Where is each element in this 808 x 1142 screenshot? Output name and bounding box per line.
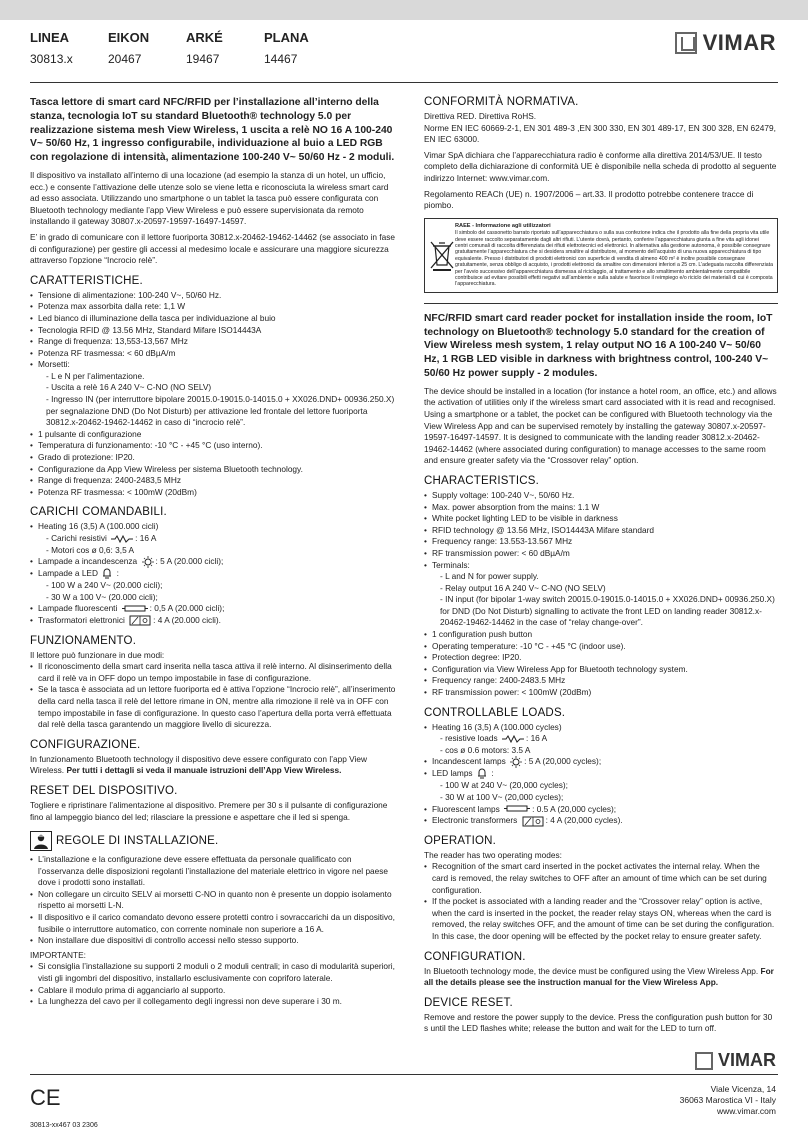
list-item: - 100 W a 240 V~ (20.000 cicli);: [46, 580, 163, 591]
en-operation-list: [424, 861, 778, 942]
series-plana: PLANA 14467: [264, 30, 309, 66]
resistor-icon: [502, 735, 524, 743]
list-item: • Range di frequenza: 13,553-13,567 MHz: [30, 336, 398, 348]
list-item: - Relay output 16 A 240 V~ C-NO (NO SELV): [440, 582, 606, 593]
en-operation-intro: The reader has two operating modes:: [424, 849, 562, 860]
it-loads-list: [30, 521, 398, 533]
led-lamp-icon: [102, 568, 112, 580]
list-item: • RFID technology @ 13.56 MHz, ISO14443A Mifare standard: [424, 525, 778, 537]
it-reset-heading: RESET DEL DISPOSITIVO.: [30, 784, 178, 797]
it-features-list-2: [30, 429, 398, 499]
top-grey-band: [0, 0, 808, 20]
en-loads-sub: [424, 733, 778, 756]
list-item: - L e N per l’alimentazione.: [46, 370, 145, 381]
en-terminals-list: [424, 571, 778, 629]
it-important-label: IMPORTANTE:: [30, 949, 86, 960]
resistor-icon: [111, 535, 133, 543]
right-column: [424, 96, 778, 1035]
list-item: • Configuration via View Wireless App for Bluetooth technology system.: [424, 664, 778, 676]
list-item: • Protection degree: IP20.: [424, 652, 778, 664]
list-item: • Lampade a incandescenza : 5 A (20.000 cicli);: [30, 556, 398, 568]
it-operation-intro: Il lettore può funzionare in due modi:: [30, 649, 165, 660]
conformity-directives: Direttiva RED. Direttiva RoHS.: [424, 111, 537, 121]
en-loads-list: [424, 722, 778, 734]
en-loads-heading: CONTROLLABLE LOADS.: [424, 706, 566, 719]
list-item: • Potenza max assorbita dalla rete: 1,1 W: [30, 301, 398, 313]
en-features-list-2: [424, 629, 778, 699]
series-linea: LINEA 30813.x: [30, 30, 73, 66]
svg-text:CE: CE: [30, 1086, 61, 1108]
it-important-list: [30, 961, 398, 1007]
crossed-bin-icon: [429, 239, 455, 271]
it-config-text: In funzionamento Bluetooth technology il dispositivo deve essere configurato con l’app View Wireless. Per tutti i dettagli si veda il manuale istruzioni dell’App View Wireless.: [30, 753, 368, 776]
list-item: - 100 W at 240 V~ (20,000 cycles);: [440, 780, 568, 791]
list-item: • Lampade a LED :: [30, 568, 398, 580]
footer-divider: [30, 1074, 778, 1075]
it-loads-list-2: [30, 556, 398, 580]
it-led-sub: [30, 580, 398, 603]
list-item: • Frequency range: 2400-2483.5 MHz: [424, 675, 778, 687]
en-reset-heading: DEVICE RESET.: [424, 996, 513, 1009]
it-features-heading: CARATTERISTICHE.: [30, 274, 143, 287]
section-divider: [424, 303, 778, 304]
conformity-reach: Regolamento REACh (UE) n. 1907/2006 – art.33. Il prodotto potrebbe contenere tracce di piombo.: [424, 188, 754, 211]
list-item: • Frequency range: 13.553-13.567 MHz: [424, 536, 778, 548]
en-features-list: [424, 490, 778, 571]
list-item: - Uscita a relè 16 A 240 V~ C-NO (NO SELV): [46, 382, 212, 393]
list-item: • 1 configuration push button: [424, 629, 778, 641]
list-item: • Heating 16 (3,5) A (100.000 cicli): [30, 521, 398, 533]
ce-mark: [30, 1086, 62, 1113]
list-item: • If the pocket is associated with a landing reader and the “Crossover relay” option is active, when the card is inserted in the pocket, the reader relay stays ON, whereas when the card is removed, the relay switches OFF, and the amount of time can be set during the configuration. In this case, the door opening will be effected by the pocket relay to ensure greater safety.: [424, 896, 778, 942]
en-features-heading: CHARACTERISTICS.: [424, 474, 540, 487]
en-reset-text: Remove and restore the power supply to the device. Press the configuration push button for 30 s until the LED flashes white; release the button and wait for the LED to turn off.: [424, 1011, 773, 1034]
list-item: • RF transmission power: < 100mW (20dBm): [424, 687, 778, 699]
it-loads-heading: CARICHI COMANDABILI.: [30, 506, 167, 519]
list-item: • L’installazione e la configurazione deve essere effettuata da personale qualificato con l’osservanza delle disposizioni regolanti l’installazione del materiale elettrico in vigore nel paese dove i prodotti sono installati.: [30, 854, 398, 889]
it-loads-sub: [30, 533, 398, 556]
list-item: • White pocket lighting LED to be visible in darkness: [424, 513, 778, 525]
series-eikon: EIKON 20467: [108, 30, 150, 66]
series-arke: ARKÉ 19467: [186, 30, 223, 66]
conformity-declaration: Vimar SpA dichiara che l’apparecchiatura radio è conforme alla direttiva 2014/53/UE. Il testo completo della dichiarazione di conformità UE è disponibile nella scheda di prodotto al seguente indirizzo Internet: www.vimar.com.: [424, 149, 777, 183]
it-lead: Tasca lettore di smart card NFC/RFID per l’installazione all’interno della stanza, tecnologia IoT su standard Bluetooth® technology 5.0 per realizzazione sistema mesh View Wireless, 1 uscita a relè NO 16 A 100-240 V~ 50/60 Hz, 1 ingresso configurabile, individuazione al buio a LED RGB con regolazione di intensità, alimentazione 100-240 V~ 50/60 Hz - 2 moduli.: [30, 97, 395, 164]
list-item: • RF transmission power: < 60 dBµA/m: [424, 548, 778, 560]
series-header: [30, 30, 342, 68]
en-config-text: In Bluetooth technology mode, the device must be configured using the View Wireless App. For all the details please see the instruction manual for the View Wireless App.: [424, 965, 774, 988]
list-item: • Il dispositivo e il carico comandato devono essere protetti contro i sovraccarichi da un dispositivo, fusibile o interruttore automatico, con corrente nominale non superiore a 16 A.: [30, 912, 398, 935]
it-install-list: [30, 854, 398, 947]
list-item: • Cablare il modulo prima di agganciarlo al supporto.: [30, 985, 398, 997]
list-item: • Se la tasca è associata ad un lettore fuoriporta ed è attiva l’opzione “Incrocio relè”, all’inserimento della card nella tasca il relè del lettore rimane in ON, mentre alla rimozione il relè va in OFF con tempo impostabile in fase di configurazione. In questo caso l’apertura della porta verrà effettuata dal relè della tasca garantendo un maggiore livello di sicurezza.: [30, 684, 398, 730]
installer-icon: [30, 831, 52, 851]
incandescent-lamp-icon: [510, 756, 522, 768]
list-item: • Trasformatori elettronici : 4 A (20.000 cicli).: [30, 615, 398, 627]
header-divider: [30, 82, 778, 83]
vimar-logo-icon: [695, 1052, 713, 1070]
list-item: - resistive loads : 16 A: [440, 733, 548, 744]
list-item: • Incandescent lamps : 5 A (20,000 cycles);: [424, 756, 778, 768]
list-item: • Electronic transformers : 4 A (20,000 cycles).: [424, 815, 778, 827]
en-operation-heading: OPERATION.: [424, 834, 497, 847]
it-loads-list-3: [30, 603, 398, 626]
list-item: • Heating 16 (3,5) A (100.000 cycles): [424, 722, 778, 734]
list-item: • Grado di protezione: IP20.: [30, 452, 398, 464]
incandescent-lamp-icon: [142, 556, 154, 568]
en-led-sub: [424, 780, 778, 803]
en-loads-list-2: [424, 756, 778, 780]
company-address: Viale Vicenza, 14 36063 Marostica VI - Italy www.vimar.com: [679, 1084, 776, 1116]
it-reset-text: Togliere e ripristinare l’alimentazione al dispositivo. Premere per 30 s il pulsante di configurazione fino al lampeggio bianco del led; rilasciare la pressione e aspettare che il led si spenga.: [30, 799, 388, 822]
list-item: • Potenza RF trasmessa: < 60 dBµA/m: [30, 348, 398, 360]
list-item: • Led bianco di illuminazione della tasca per individuazione al buio: [30, 313, 398, 325]
italian-column: [30, 96, 398, 1008]
it-operation-list: [30, 661, 398, 731]
list-item: • Lampade fluorescenti : 0,5 A (20.000 cicli);: [30, 603, 398, 615]
raee-heading: RAEE - Informazione agli utilizzatori: [455, 222, 551, 229]
raee-box: [424, 218, 778, 293]
list-item: • Configurazione da App View Wireless per sistema Bluetooth technology.: [30, 464, 398, 476]
it-intro-2: E’ in grado di comunicare con il lettore fuoriporta 30812.x-20462-19462-14462 (se associato in fase di configurazione) per gestire gli accessi al medesimo locale e assicurare una maggiore sicurezza attraverso l’opzione “Incrocio relè”.: [30, 231, 395, 266]
it-features-list: [30, 290, 398, 371]
electronic-transformer-icon: [522, 816, 544, 827]
list-item: • Recognition of the smart card inserted in the pocket activates the internal relay. When the card is removed, the relay switches to OFF after an amount of time which can be set during configuration.: [424, 861, 778, 896]
list-item: • Fluorescent lamps : 0.5 A (20,000 cycles);: [424, 804, 778, 816]
it-config-heading: CONFIGURAZIONE.: [30, 738, 141, 751]
list-item: • Si consiglia l’installazione su supporti 2 moduli o 2 moduli centrali; in caso di modularità superiori, visti gli ingombri del dispositivo, installarlo esclusivamente con copriforo laterale.: [30, 961, 398, 984]
list-item: - L and N for power supply.: [440, 571, 539, 582]
list-item: • Supply voltage: 100-240 V~, 50/60 Hz.: [424, 490, 778, 502]
it-conformity-heading: CONFORMITÀ NORMATIVA.: [424, 96, 579, 108]
it-intro-1: Il dispositivo va installato all’interno di una locazione (ad esempio la stanza di un hotel, un ufficio, ecc.) e consente l’attivazione delle utenze solo se viene letta e riconosciuta la wireless smart card ad esso associata. Utilizzando uno smartphone o un tablet la tasca può essere configurata con Bluetooth technology mediante l’app View Wireless e può essere supervisionata da remoto installando il gateway 30807.x-20597-19597-16497-14597.: [30, 169, 389, 227]
electronic-transformer-icon: [129, 615, 151, 626]
list-item: - Motori cos ø 0,6: 3,5 A: [46, 544, 135, 555]
vimar-logo-footer: VIMAR: [695, 1050, 776, 1071]
list-item: • 1 pulsante di configurazione: [30, 429, 398, 441]
list-item: • Morsetti:: [30, 359, 398, 371]
list-item: • Terminals:: [424, 560, 778, 572]
list-item: • LED lamps :: [424, 768, 778, 780]
it-terminals-list: [30, 371, 398, 429]
list-item: • Max. power absorption from the mains: 1.1 W: [424, 502, 778, 514]
list-item: • Non collegare un circuito SELV ai morsetti C-NO in quanto non è presente un doppio isolamento rispetto ai morsetti L-N.: [30, 889, 398, 912]
en-config-heading: CONFIGURATION.: [424, 950, 526, 963]
list-item: - IN input (for bipolar 1-way switch 20015.0-19015.0-14015.0 + XX026.DND+ 00936.250.X) for DND (Do Not Disturb) signalling to activate the front LED on landing reader 30812.x-20462-19462-14462 in the case of “relay change-over”.: [440, 594, 775, 628]
ce-mark-icon: [30, 1086, 62, 1108]
list-item: - 30 W at 100 V~ (20,000 cycles);: [440, 792, 564, 803]
list-item: • Tensione di alimentazione: 100-240 V~, 50/60 Hz.: [30, 290, 398, 302]
list-item: • Range di frequenza: 2400-2483,5 MHz: [30, 475, 398, 487]
list-item: • Non installare due dispositivi di controllo accessi nello stesso supporto.: [30, 935, 398, 947]
list-item: • Tecnologia RFID @ 13.56 MHz, Standard Mifare ISO14443A: [30, 325, 398, 337]
list-item: • Potenza RF trasmessa: < 100mW (20dBm): [30, 487, 398, 499]
list-item: • La lunghezza del cavo per il collegamento degli ingressi non deve superare i 30 m.: [30, 996, 398, 1008]
led-lamp-icon: [477, 768, 487, 780]
list-item: - 30 W a 100 V~ (20.000 cicli);: [46, 591, 158, 602]
raee-text: Il simbolo del cassonetto barrato riportato sull’apparecchiatura o sulla sua confezione indica che il prodotto alla fine della propria vita utile deve essere raccolto separatamente dagli altri rifiuti. L’utente dovrà, pertanto, conferire l’apparecchiatura giunta a fine vita agli idonei centri comunali di raccolta differenziata dei rifiuti elettrotecnici ed elettronici. In alternativa alla gestione autonoma, è possibile consegnare gratuitamente l’apparecchiatura che si desidera smaltire al distributore, al momento dell’acquisto di una nuova apparecchiatura di tipo equivalente. Presso i distributori di prodotti elettronici con superficie di vendita di almeno 400 m² è inoltre possibile consegnare gratuitamente, senza obbligo di acquisto, i prodotti elettronici da smaltire con dimensioni inferiori a 25 cm. L’adeguata raccolta differenziata per l’avvio successivo dell’apparecchiatura dismessa al riciclaggio, al trattamento e allo smaltimento ambientalmente compatibile contribuisce ad evitare possibili effetti negativi sull’ambiente e sulla salute e favorisce il reimpiego e/o riciclo dei materiali di cui è composta l’apparecchiatura.: [455, 230, 773, 288]
list-item: - Ingresso IN (per interruttore bipolare 20015.0-19015.0-14015.0 + XX026.DND+ 00936.250.X) per segnalazione DND (Do Not Disturb) per attivazione led frontale del lettore fuoriporta 30812.x-20462-19462-14462 in caso di “incrocio relè”.: [46, 394, 395, 428]
it-operation-heading: FUNZIONAMENTO.: [30, 634, 137, 647]
en-intro: The device should be installed in a location (for instance a hotel room, an office, etc.) and allows the activation of utilities only if the wireless smart card associated with it is read and recognised. Using a smartphone or a tablet, the pocket can be configured with Bluetooth technology via the View Wireless App and can be supervised remotely by installing the gateway 30807.x-20597-19597-16497-14597. It is designed to communicate with the landing reader 30812.x-20462-19462-14462 (where associated during configuration) to manage accesses to the same room and ensure greater safety via the “Crossover relay” option.: [424, 385, 777, 466]
vimar-logo-icon: [675, 32, 697, 54]
list-item: - Carichi resistivi : 16 A: [46, 533, 157, 544]
list-item: • Temperatura di funzionamento: -10 °C - +45 °C (uso interno).: [30, 440, 398, 452]
document-code: 30813-xx467 03 2306: [30, 1122, 98, 1129]
it-install-heading: REGOLE DI INSTALLAZIONE.: [56, 835, 219, 848]
list-item: • Il riconoscimento della smart card inserita nella tasca attiva il relè interno. Al disinserimento della card il relè va in OFF dopo un tempo impostabile in fase di configurazione.: [30, 661, 398, 684]
fluorescent-lamp-icon: [122, 605, 148, 613]
fluorescent-lamp-icon: [504, 805, 530, 813]
en-lead: NFC/RFID smart card reader pocket for installation inside the room, IoT technology on Bluetooth® technology 5.0 standard for the creation of View Wireless mesh system, 1 relay output NO 16 A 100-240 V~ 50/60 Hz, 1 RGB LED visible in darkness with brightness control, 100-240 V~ 50/60 Hz power supply - 2 modules.: [424, 312, 773, 379]
list-item: • Operating temperature: -10 °C - +45 °C (indoor use).: [424, 641, 778, 653]
it-install-heading-row: [30, 831, 398, 851]
en-loads-list-3: [424, 804, 778, 827]
conformity-norms: Norme EN IEC 60669-2-1, EN 301 489-3 ,EN 300 330, EN 301 489-17, EN 300 328, EN 62479, EN IEC 63000.: [424, 122, 776, 145]
website-link[interactable]: www.vimar.com: [716, 1106, 776, 1116]
list-item: - cos ø 0.6 motors: 3.5 A: [440, 744, 531, 755]
vimar-logo: VIMAR: [675, 30, 776, 56]
